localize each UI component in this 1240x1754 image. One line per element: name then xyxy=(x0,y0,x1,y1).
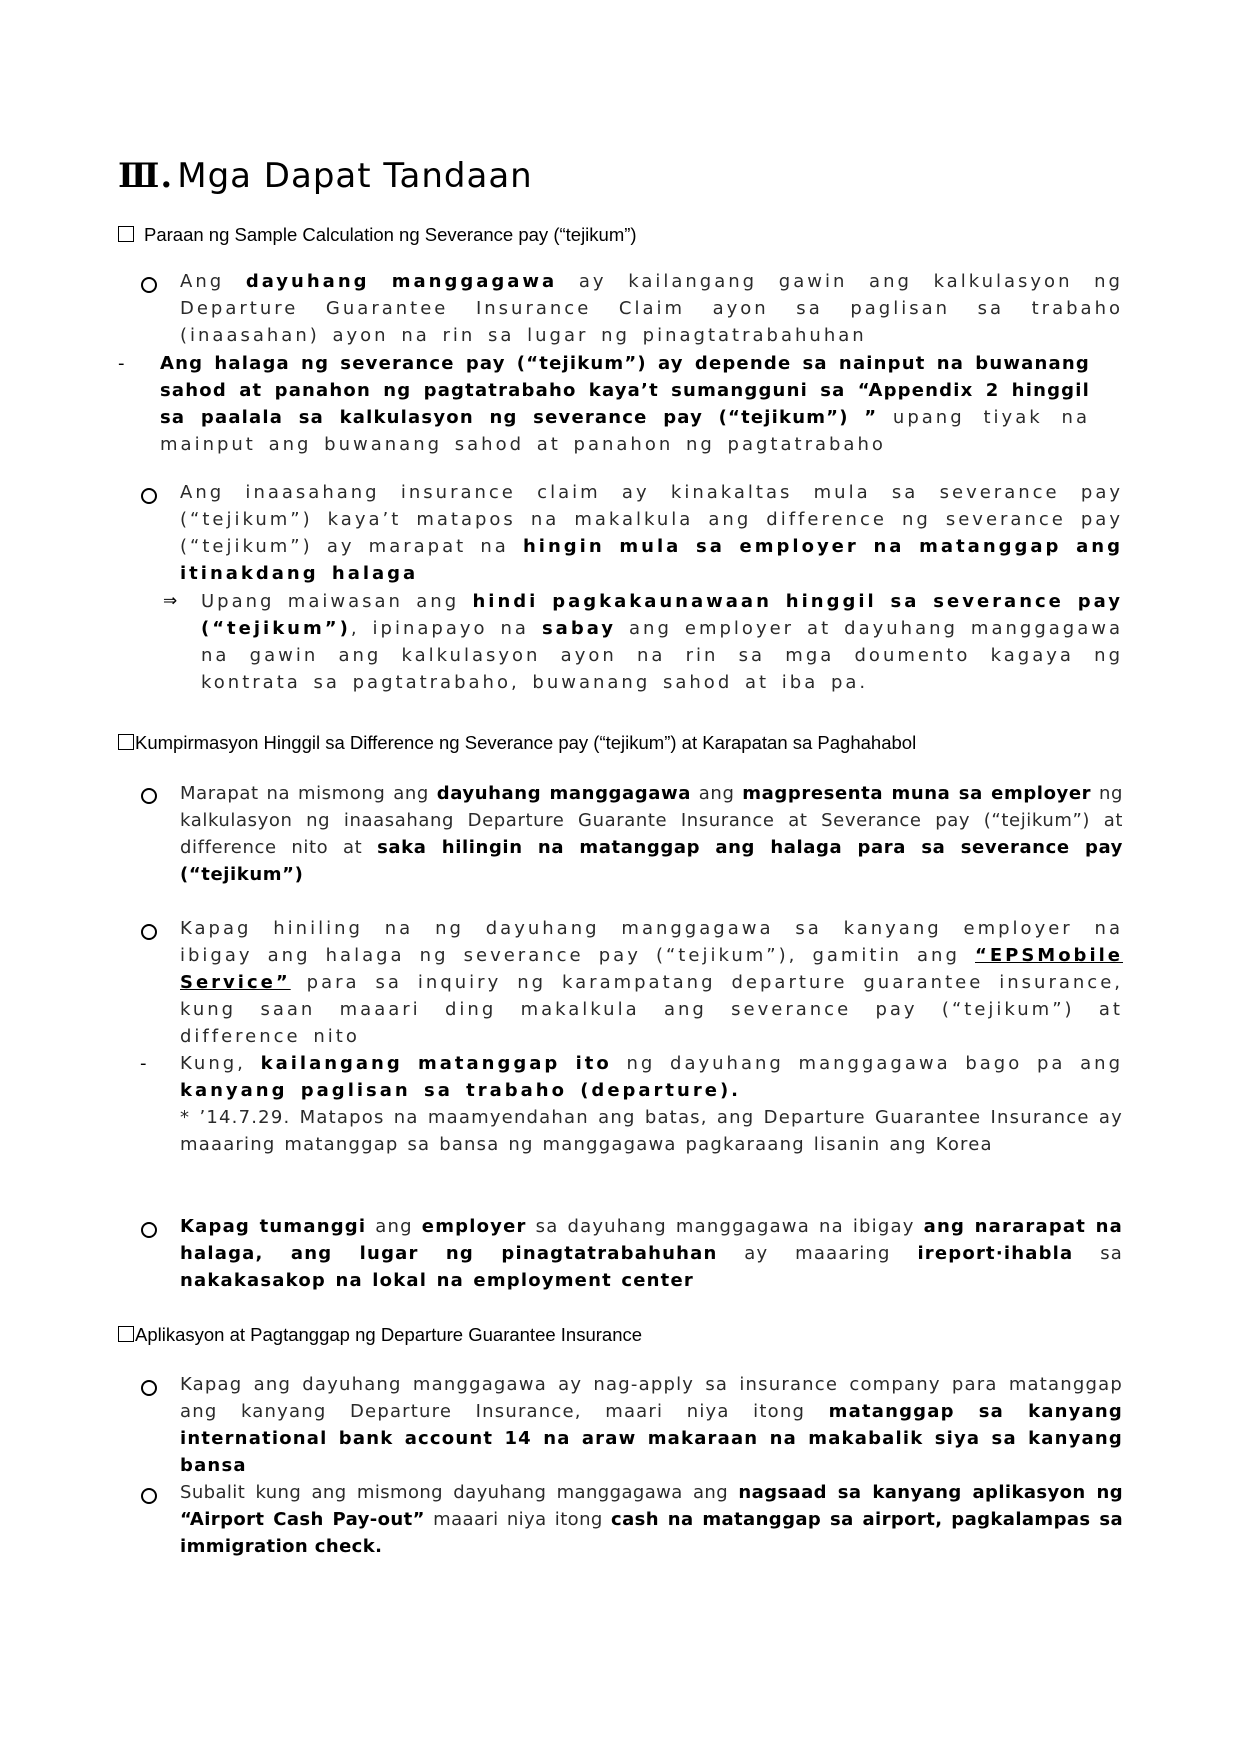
paragraph-insurance-deduction xyxy=(180,479,1123,587)
checkbox-square-icon xyxy=(118,734,134,750)
emphasis-text: kanyang paglisan sa trabaho (departure). xyxy=(180,1080,742,1101)
paragraph-severance-amount xyxy=(160,350,1090,458)
text-run: upang tiyak na mainput ang buwanang sahod at panahon ng pagtatrabaho xyxy=(160,407,1090,455)
dash-bullet: - xyxy=(118,353,125,374)
text-run: ay maaaring xyxy=(717,1243,918,1264)
section-heading-text: Kumpirmasyon Hinggil sa Difference ng Severance pay (“tejikum”) at Karapatan sa Paghahabol xyxy=(135,732,917,753)
emphasis-text: nakakasakop na lokal na employment center xyxy=(180,1270,694,1291)
paragraph-bank-account-receipt xyxy=(180,1371,1123,1479)
section-numeral: Ⅲ. xyxy=(118,156,174,196)
text-run: Subalit kung ang mismong dayuhang manggagawa ang xyxy=(180,1482,739,1503)
checkbox-square-icon xyxy=(118,226,134,242)
text-run: ay kailangang gawin ang kalkulasyon ng Departure Guarantee Insurance Claim ayon sa paglisan sa trabaho (inaasahan) ayon na rin sa lugar ng pinagtatrabahuhan xyxy=(180,271,1123,346)
text-run: ng dayuhang manggagawa bago pa ang xyxy=(611,1053,1124,1074)
eps-mobile-service-link[interactable]: “EPSMobile Service” xyxy=(180,945,1123,993)
section-heading-sample-calculation xyxy=(118,222,637,248)
text-run: ang employer at dayuhang manggagawa na gawin ang kalkulasyon ayon na rin sa mga doumento kagaya ng kontrata sa pagtatrabaho, buwanang sahod at iba pa. xyxy=(201,618,1123,693)
emphasis-text: dayuhang manggagawa xyxy=(245,271,558,292)
text-run: Marapat na mismong ang xyxy=(180,783,437,804)
circle-bullet-icon xyxy=(141,1380,157,1396)
text-run: , ipinapayo na xyxy=(350,618,542,639)
paragraph-present-calculation xyxy=(180,780,1123,888)
paragraph-avoid-misunderstanding xyxy=(201,588,1123,696)
text-run: ang xyxy=(691,783,743,804)
emphasis-text: kailangang matanggap ito xyxy=(260,1053,612,1074)
emphasis-text: employer xyxy=(421,1216,527,1237)
text-run: sa dayuhang manggagawa na ibigay xyxy=(526,1216,924,1237)
title-text: Mga Dapat Tandaan xyxy=(177,156,533,196)
text-run: Upang maiwasan ang xyxy=(201,591,473,612)
text-run: sa xyxy=(1073,1243,1124,1264)
text-run: Kung, xyxy=(180,1053,261,1074)
checkbox-square-icon xyxy=(118,1326,134,1342)
circle-bullet-icon xyxy=(141,277,157,293)
text-run: ang xyxy=(366,1216,422,1237)
dash-bullet: - xyxy=(140,1053,147,1074)
text-run: Ang inaasahang insurance claim ay kinakaltas mula sa severance pay (“tejikum”) kaya’t matapos na makalkula ang difference ng severance pay (“tejikum”) ay marapat na xyxy=(180,482,1123,557)
section-heading-text: Paraan ng Sample Calculation ng Severance pay (“tejikum”) xyxy=(144,224,637,245)
emphasis-text: dayuhang manggagawa xyxy=(436,783,691,804)
emphasis-text: saka hilingin na matanggap ang halaga para sa severance pay (“tejikum”) xyxy=(180,837,1124,885)
emphasis-text: ireport·ihabla xyxy=(917,1243,1074,1264)
text-run: Kapag hiniling na ng dayuhang manggagawa sa kanyang employer na ibigay ang halaga ng severance pay (“tejikum”), gamitin ang xyxy=(180,918,1123,966)
text-run: Kapag ang dayuhang manggagawa ay nag-apply sa insurance company para matanggap ang kanyang Departure Insurance, maari niya itong xyxy=(180,1374,1123,1422)
emphasis-text: ang nararapat na halaga, ang lugar ng pinagtatrabahuhan xyxy=(180,1216,1124,1264)
emphasis-text: Ang halaga ng severance pay (“tejikum”) ay depende sa nainput na buwanang sahod at panahon ng pagtatrabaho kaya’t sumangguni sa “Appendix 2 hinggil sa paalala sa kalkulasyon ng severance pay (“tejikum”) ” xyxy=(160,353,1090,428)
paragraph-airport-cash-payout xyxy=(180,1479,1123,1560)
circle-bullet-icon xyxy=(141,1488,157,1504)
circle-bullet-icon xyxy=(141,788,157,804)
paragraph-receive-before-departure xyxy=(180,1050,1123,1104)
emphasis-text: Kapag tumanggi xyxy=(180,1216,367,1237)
paragraph-amendment-note: * ’14.7.29. Matapos na maamyendahan ang batas, ang Departure Guarantee Insurance ay maaaring matanggap sa bansa ng manggagawa pagkaraang lisanin ang Korea xyxy=(180,1107,1123,1155)
section-heading-difference-confirmation xyxy=(118,730,916,756)
emphasis-text: matanggap sa kanyang international bank account 14 na araw makaraan na makabalik siya sa kanyang bansa xyxy=(180,1401,1123,1476)
paragraph-eps-mobile-inquiry xyxy=(180,915,1123,1050)
text-run: ng kalkulasyon ng inaasahang Departure Guarante Insurance at Severance pay (“tejikum”) at difference nito at xyxy=(180,783,1124,858)
emphasis-text: nagsaad sa kanyang aplikasyon ng “Airport Cash Pay-out” xyxy=(180,1482,1123,1530)
emphasis-text: magpresenta muna sa employer xyxy=(742,783,1092,804)
text-run: para sa inquiry ng karampatang departure guarantee insurance, kung saan maaari ding makalkula ang severance pay (“tejikum”) at difference nito xyxy=(180,972,1123,1047)
text-run: Ang xyxy=(180,271,246,292)
page-title xyxy=(118,152,533,200)
emphasis-text: cash na matanggap sa airport, pagkalampas sa immigration check. xyxy=(180,1509,1124,1557)
circle-bullet-icon xyxy=(141,1222,157,1238)
paragraph-employer-refusal xyxy=(180,1213,1123,1294)
circle-bullet-icon xyxy=(141,924,157,940)
arrow-right-icon: ⇒ xyxy=(163,591,178,611)
emphasis-text: hingin mula sa employer na matanggap ang itinakdang halaga xyxy=(180,536,1123,584)
text-run: maaari niya itong xyxy=(424,1509,611,1530)
circle-bullet-icon xyxy=(141,488,157,504)
section-heading-application-receipt xyxy=(118,1322,642,1348)
emphasis-text: sabay xyxy=(541,618,617,639)
paragraph-calculation-duty xyxy=(180,268,1123,349)
emphasis-text: hindi pagkakaunawaan hinggil sa severance pay (“tejikum”) xyxy=(201,591,1123,639)
section-heading-text: Aplikasyon at Pagtanggap ng Departure Guarantee Insurance xyxy=(135,1324,643,1345)
